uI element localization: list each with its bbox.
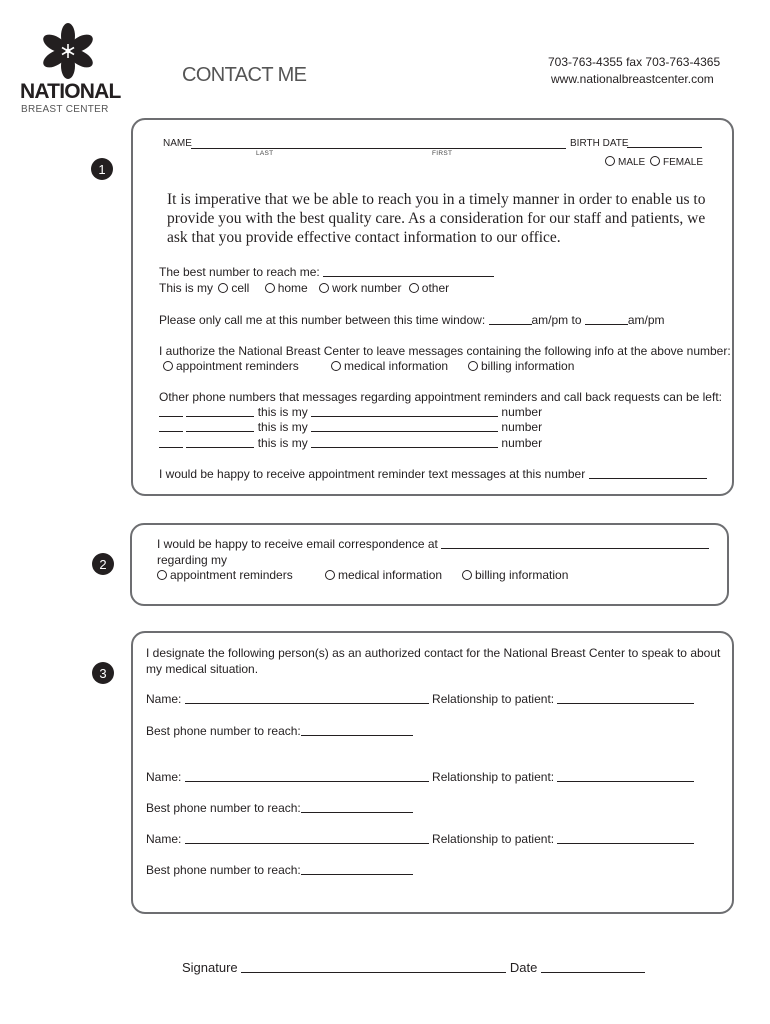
designate-line-1: I designate the following person(s) as an authorized contact for the National Breast Center to speak to about [146, 646, 721, 660]
email-appt-option[interactable]: appointment reminders [157, 568, 293, 582]
time-window-row: Please only call me at this number between this time window: am/pm to am/pm [159, 313, 665, 327]
radio-icon [218, 283, 228, 293]
other-phone-field[interactable] [186, 421, 254, 432]
other-phone-type-field[interactable] [311, 421, 498, 432]
contact-2-name-row: Name: Relationship to patient: [146, 770, 694, 784]
signature-field[interactable] [241, 961, 506, 973]
other-phone-row-2: this is my number [159, 420, 542, 434]
best-number-field[interactable] [323, 266, 494, 277]
contact-3-name-row: Name: Relationship to patient: [146, 832, 694, 846]
radio-icon [163, 361, 173, 371]
contact-phone-field[interactable] [301, 725, 413, 736]
radio-icon [650, 156, 660, 166]
contact-relationship-field[interactable] [557, 771, 694, 782]
birth-date-field[interactable] [627, 137, 702, 148]
this-is-my-row: This is my cell home work number other [159, 281, 450, 295]
section-1-badge: 1 [91, 158, 113, 180]
intro-line-2: provide you with the best quality care. As a consideration for our staff and patients, we [167, 210, 706, 227]
contact-website: www.nationalbreastcenter.com [551, 72, 714, 86]
radio-icon [462, 570, 472, 580]
other-phone-type-field[interactable] [311, 406, 498, 417]
name-label: NAME [163, 138, 192, 149]
other-phone-type-field[interactable] [311, 437, 498, 448]
radio-icon [331, 361, 341, 371]
contact-name-field[interactable] [185, 833, 429, 844]
contact-relationship-field[interactable] [557, 833, 694, 844]
section-3-badge: 3 [92, 662, 114, 684]
regarding-text: regarding my [157, 553, 228, 567]
other-phone-code-field[interactable] [159, 421, 183, 432]
other-phones-text: Other phone numbers that messages regarding appointment reminders and call back requests can be left: [159, 390, 722, 404]
first-label: FIRST [432, 150, 453, 157]
last-label: LAST [256, 150, 274, 157]
authorize-medical-option[interactable]: medical information [331, 359, 448, 373]
radio-icon [157, 570, 167, 580]
authorize-appt-option[interactable]: appointment reminders [163, 359, 299, 373]
flower-logo-icon [39, 22, 97, 80]
text-messages-row: I would be happy to receive appointment reminder text messages at this number [159, 467, 707, 481]
signature-row: Signature Date [182, 960, 645, 975]
designate-line-2: my medical situation. [146, 662, 259, 676]
contact-1-name-row: Name: Relationship to patient: [146, 692, 694, 706]
logo-wordmark: NATIONAL [20, 80, 121, 103]
other-option[interactable]: other [409, 281, 449, 295]
radio-icon [319, 283, 329, 293]
radio-icon [468, 361, 478, 371]
radio-icon [265, 283, 275, 293]
text-number-field[interactable] [589, 468, 707, 479]
contact-phone-field[interactable] [301, 802, 413, 813]
authorize-text: I authorize the National Breast Center to leave messages containing the following info at the above number: [159, 344, 731, 358]
other-phone-field[interactable] [186, 406, 254, 417]
email-field[interactable] [441, 538, 709, 549]
intro-line-1: It is imperative that we be able to reach you in a timely manner in order to enable us to [167, 191, 706, 208]
section-2-badge: 2 [92, 553, 114, 575]
contact-3-phone-row: Best phone number to reach: [146, 863, 413, 877]
radio-icon [325, 570, 335, 580]
other-phone-code-field[interactable] [159, 437, 183, 448]
intro-line-3: ask that you provide effective contact information to our office. [167, 229, 561, 246]
other-phone-row-1: this is my number [159, 405, 542, 419]
best-number-row: The best number to reach me: [159, 265, 494, 279]
contact-phone-fax: 703-763-4355 fax 703-763-4365 [548, 55, 721, 69]
email-billing-option[interactable]: billing information [462, 568, 568, 582]
logo-subtitle: BREAST CENTER [21, 104, 109, 115]
other-phone-field[interactable] [186, 437, 254, 448]
male-option[interactable]: MALE [605, 156, 645, 168]
name-field[interactable] [191, 138, 566, 149]
time-end-field[interactable] [585, 314, 628, 325]
contact-phone-field[interactable] [301, 864, 413, 875]
page-title: CONTACT ME [182, 64, 307, 86]
radio-icon [409, 283, 419, 293]
other-phone-row-3: this is my number [159, 436, 542, 450]
email-medical-option[interactable]: medical information [325, 568, 442, 582]
email-row: I would be happy to receive email correspondence at [157, 537, 709, 551]
contact-name-field[interactable] [185, 693, 429, 704]
radio-icon [605, 156, 615, 166]
cell-option[interactable]: cell [218, 281, 249, 295]
birth-date-label: BIRTH DATE [570, 138, 629, 149]
contact-relationship-field[interactable] [557, 693, 694, 704]
home-option[interactable]: home [265, 281, 308, 295]
contact-1-phone-row: Best phone number to reach: [146, 724, 413, 738]
date-field[interactable] [541, 961, 645, 973]
female-option[interactable]: FEMALE [650, 156, 703, 168]
contact-name-field[interactable] [185, 771, 429, 782]
other-phone-code-field[interactable] [159, 406, 183, 417]
authorize-billing-option[interactable]: billing information [468, 359, 574, 373]
contact-2-phone-row: Best phone number to reach: [146, 801, 413, 815]
work-option[interactable]: work number [319, 281, 401, 295]
time-start-field[interactable] [489, 314, 532, 325]
